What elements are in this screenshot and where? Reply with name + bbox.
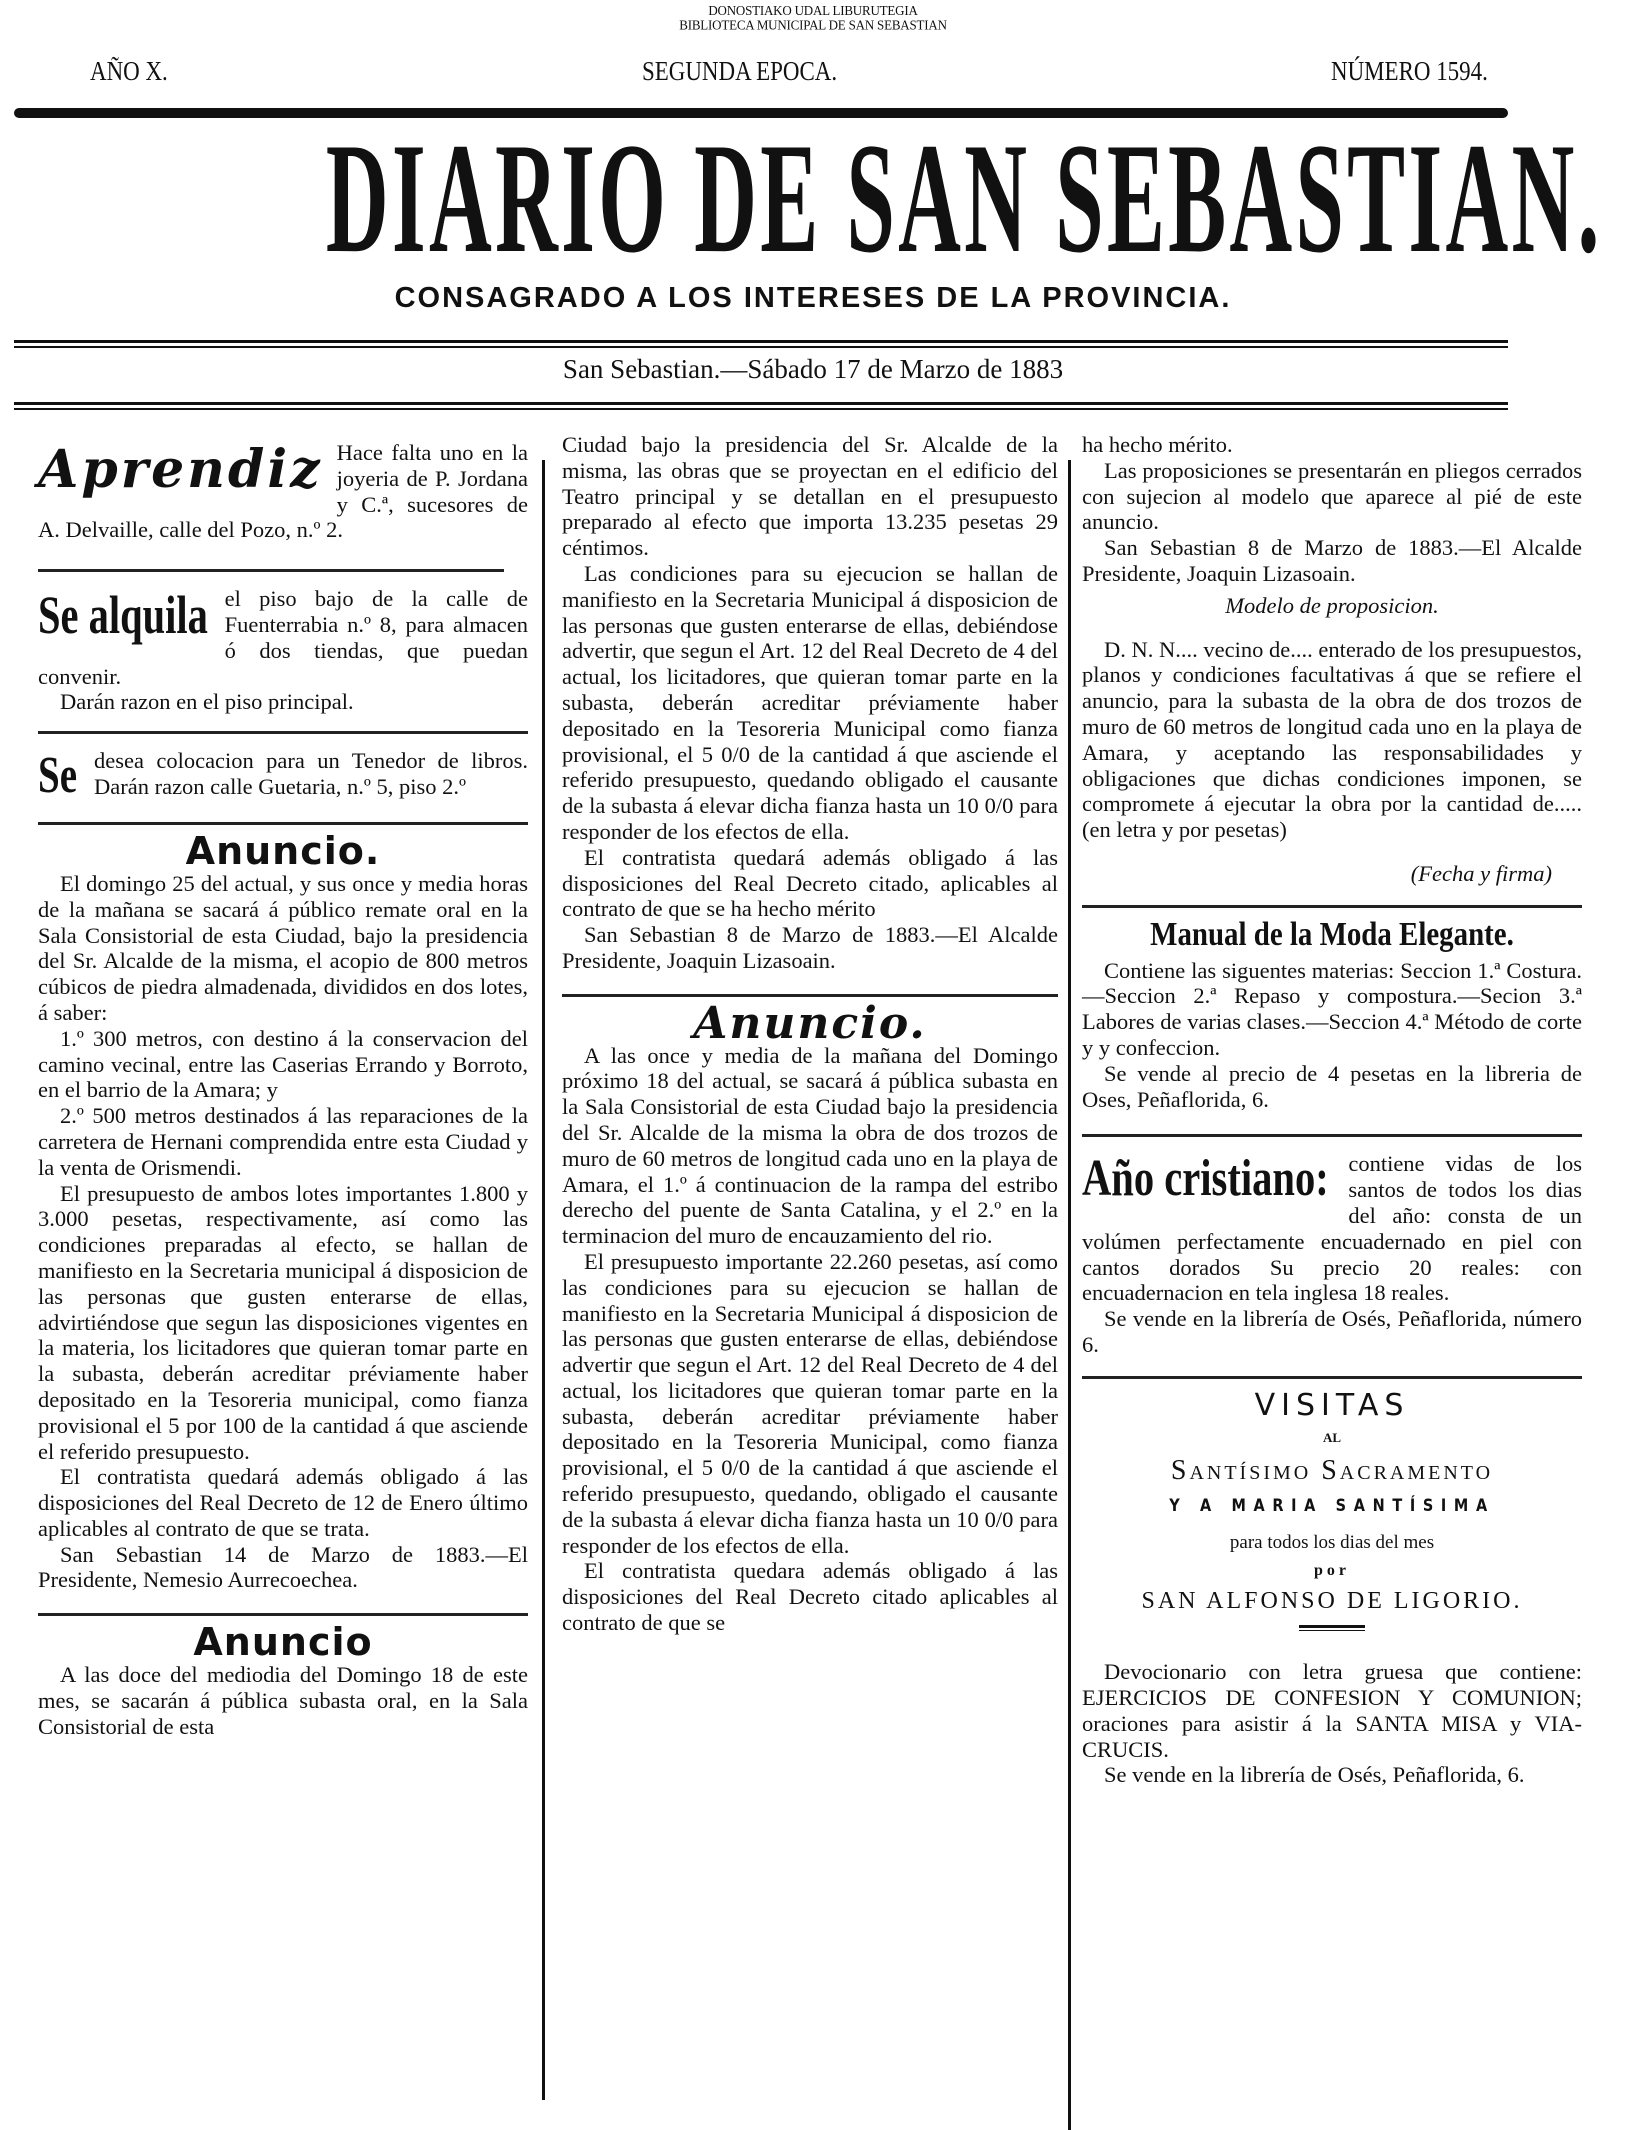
notice-anuncio-2 <box>38 1620 528 1739</box>
masthead-top-rule <box>14 108 1508 118</box>
ad-aprendiz <box>38 440 528 543</box>
notice-paragraph: A las once y media de la mañana del Domingo próximo 18 del actual, se sacará á pública subasta en la Sala Consistorial de esta Ciudad bajo la presidencia del Sr. Alcalde de la misma la obra de dos trozos de muro de 60 metros de longitud cada uno en la playa de Amara, el 1.º á continuacion de la rampa del estribo derecho del puente de Santa Catalina, y el 2.º en la terminacion del muro de encauzamiento del rio. <box>562 1042 1058 1249</box>
divider <box>38 822 528 825</box>
notice-paragraph: A las doce del mediodia del Domingo 18 de este mes, se sacarán á pública subasta oral, en la Sala Consistorial de esta <box>38 1662 528 1739</box>
ad-tenedor-lead: Se <box>38 747 77 805</box>
notice-paragraph: 2.º 500 metros destinados á las reparaciones de la carretera de Hernani comprendida entre esta Ciudad y la venta de Orismendi. <box>38 1103 528 1180</box>
divider <box>38 1613 528 1616</box>
notice-paragraph: 1.º 300 metros, con destino á la conservacion del camino vecinal, entre las Caserias Errando y Borroto, en el barrio de la Amara; y <box>38 1025 528 1103</box>
notice-heading: Anuncio. <box>693 997 927 1049</box>
issue-year: AÑO X. <box>90 56 168 86</box>
visitas-al: AL <box>1322 1429 1342 1445</box>
ad-manual-moda <box>1082 915 1582 1113</box>
continued-paragraph: ha hecho mérito. <box>1082 432 1233 457</box>
ad-alquila-body: el piso bajo de la calle de Fuenterrabia n.º 8, para almacen ó dos tiendas, que puedan convenir. <box>38 586 528 689</box>
notice-heading: Anuncio <box>193 1620 373 1665</box>
archive-stamp <box>0 3 1626 32</box>
notice-paragraph: El contratista quedará además obligado á las disposiciones del Real Decreto de 12 de Enero último aplicables al contrato de que se trata. <box>38 1464 528 1541</box>
archive-line-2: BIBLIOTECA MUNICIPAL DE SAN SEBASTIAN <box>679 16 947 33</box>
notice-paragraph: El domingo 25 del actual, y sus once y media horas de la mañana se sacará á público remate oral en la Sala Consistorial de esta Ciudad, bajo la presidencia del Sr. Alcalde de la misma, el acopio de 800 metros cúbicos de piedra almadenada, divididos en dos lotes, á saber: <box>38 870 528 1025</box>
ad-ano-body: contiene vidas de los santos de todos los dias del año: consta de un volúmen perfectamente encuadernado en piel con cantos dorados Su precio 20 reales: con encuadernacion en tela inglesa 18 reales. <box>1082 1151 1582 1306</box>
divider <box>1082 1134 1582 1137</box>
ad-manual-heading: Manual de la Moda Elegante. <box>1150 915 1514 953</box>
issue-line <box>90 56 1516 92</box>
column-1 <box>38 440 528 1739</box>
ad-manual-paragraph: Contiene las siguentes materias: Seccion 1.ª Costura.—Seccion 2.ª Repaso y compostura.—Secion 3.ª Labores de varias clases.—Seccion 4.ª Método de corte y y confeccion. <box>1082 957 1582 1060</box>
visitas-title: VISITAS <box>1254 1387 1410 1423</box>
ad-manual-paragraph: Se vende al precio de 4 pesetas en la libreria de Oses, Peñaflorida, 6. <box>1082 1060 1582 1112</box>
visitas-paragraph: Devocionario con letra gruesa que contiene: EJERCICIOS DE CONFESION Y COMUNION; oraciones para asistir á la SANTA MISA y VIA-CRUCIS. <box>1082 1659 1582 1762</box>
ad-tenedor <box>38 747 528 805</box>
ad-alquila-lead: Se alquila <box>38 585 208 646</box>
divider <box>38 731 528 734</box>
notice-signature: San Sebastian 14 de Marzo de 1883.—El Presidente, Nemesio Aurrecoechea. <box>38 1541 528 1593</box>
column-divider-1 <box>542 460 545 2100</box>
ad-se-alquila <box>38 586 528 715</box>
ad-aprendiz-body: Hace falta uno en la joyeria de P. Jordana y C.ª, sucesores de A. Delvaille, calle del Pozo, n.º 2. <box>38 440 528 543</box>
visitas-santisimo: Santísimo Sacramento <box>1170 1455 1494 1487</box>
ad-visitas <box>1082 1387 1582 1789</box>
ad-aprendiz-lead: Aprendiz <box>38 439 323 500</box>
modelo-heading: Modelo de proposicion. <box>1225 592 1439 618</box>
continued-paragraph: Ciudad bajo la presidencia del Sr. Alcalde de la misma, las obras que se proyectan en el edificio del Teatro principal y se detallan en el presupuesto preparado al efecto que importa 13.235 pesetas 29 céntimos. <box>562 432 1058 561</box>
visitas-maria: Y A MARIA SANTÍSIMA <box>1169 1496 1495 1517</box>
dateline-rule <box>14 402 1508 410</box>
dateline: San Sebastian.—Sábado 17 de Marzo de 1883 <box>562 354 1064 384</box>
fecha-firma: (Fecha y firma) <box>1410 860 1552 886</box>
masthead <box>0 120 1626 280</box>
modelo-body: D. N. N.... vecino de.... enterado de los presupuestos, planos y condiciones facultativas á que se refiere el anuncio, para la subasta de la obra de dos trozos de muro de 60 metros de longitud cada uno en la playa de Amara, y aceptando las responsabilidades y obligaciones que dichas condiciones imponen, se compromete á ejecutar la obra por la cantidad de..... (en letra y por pesetas) <box>1082 636 1583 843</box>
notice-paragraph: El presupuesto de ambos lotes importantes 1.800 y 3.000 pesetas, respectivamente, así como las condiciones preparadas al efecto, se hallan de manifiesto en la Secretaria municipal á disposicion de las personas que gusten enterarse de ellas, advirtiéndose que segun las disposiciones vigentes en la materia, los licitadores que quieran tomar parte en la subasta, deberán acreditar préviamente haber depositado en la Tesoreria municipal, como fianza provisional el 5 por 100 de la cantidad á que asciende el referido presupuesto. <box>38 1180 528 1464</box>
continued-signature: San Sebastian 8 de Marzo de 1883.—El Alcalde Presidente, Joaquin Lizasoain. <box>562 922 1058 973</box>
visitas-author: SAN ALFONSO DE LIGORIO. <box>1141 1588 1523 1615</box>
ad-ano-lead: Año cristiano: <box>1082 1150 1329 1208</box>
continued-paragraph: Las condiciones para su ejecucion se hallan de manifiesto en la Secretaria Municipal á disposicion de las personas que gusten enterarse de ellas, debiéndose advertir, que segun el Art. 12 del Real Decreto de 4 del actual, los licitadores, que quieran tomar parte en la subasta, deberán acreditar préviamente haber depositado en la Tesoreria Municipal como fianza provisional, el 5 0/0 de la cantidad á que asciende el referido presupuesto, quedando obligado el causante de la subasta á elevar dicha fianza hasta un 10 0/0 para responder de los efectos de ella. <box>562 560 1058 844</box>
continued-paragraph: El contratista quedará además obligado á las disposiciones del Real Decreto citado, aplicables al contrato de que se ha hecho mérito <box>562 844 1058 922</box>
newspaper-title: DIARIO DE SAN SEBASTIAN. <box>325 120 1603 280</box>
short-divider <box>1299 1625 1365 1631</box>
masthead-bottom-rule <box>14 340 1508 348</box>
ad-tenedor-body: desea colocacion para un Tenedor de libros. Darán razon calle Guetaria, n.º 5, piso 2.º <box>94 748 528 799</box>
visitas-paragraph: Se vende en la librería de Osés, Peñaflorida, 6. <box>1104 1762 1525 1788</box>
issue-epoch: SEGUNDA EPOCA. <box>641 56 837 86</box>
ad-ano-note: Se vende en la librería de Osés, Peñaflorida, número 6. <box>1082 1306 1582 1357</box>
column-2 <box>562 432 1058 1636</box>
archive-line-1: DONOSTIAKO UDAL LIBURUTEGIA <box>708 2 918 19</box>
divider <box>38 569 504 572</box>
column-3 <box>1082 432 1582 1788</box>
divider <box>1082 905 1582 908</box>
issue-number: NÚMERO 1594. <box>1331 56 1489 86</box>
notice-anuncio-3 <box>562 997 1058 1636</box>
column-divider-2 <box>1068 460 1071 2130</box>
masthead-subtitle: CONSAGRADO A LOS INTERESES DE LA PROVINCIA. <box>394 282 1232 314</box>
notice-paragraph: El presupuesto importante 22.260 pesetas, así como las condiciones para su ejecucion se hallan de manifiesto en la Secretaria Municipal á disposicion de las personas que gusten enterarse de ellas, debiéndose advertir que segun el Art. 12 del Real Decreto de 4 del actual, los licitadores que quieran tomar parte en la subasta, deberán acreditar préviamente haber depositado en la Tesoreria Municipal, como fianza provisional, el 5 0/0 de la cantidad á que asciende el referido presupuesto, quedando, obligado el causante de la subasta á elevar dicha fianza hasta un 10 0/0 para responder de los efectos de ella. <box>562 1248 1058 1558</box>
divider <box>1082 1376 1582 1379</box>
continued-paragraph: Las proposiciones se presentarán en pliegos cerrados con sujecion al modelo que aparece al pié de este anuncio. <box>1082 457 1582 535</box>
notice-paragraph: El contratista quedara además obligado á las disposiciones del Real Decreto citado aplicables al contrato de que se <box>562 1558 1058 1636</box>
divider <box>562 994 1058 997</box>
continued-signature: San Sebastian 8 de Marzo de 1883.—El Alcalde Presidente, Joaquin Lizasoain. <box>1082 535 1582 586</box>
ad-ano-cristiano <box>1082 1151 1582 1357</box>
notice-anuncio-1 <box>38 829 528 1593</box>
visitas-para: para todos los dias del mes <box>1229 1531 1435 1553</box>
visitas-por: por <box>1314 1561 1350 1579</box>
ad-alquila-note: Darán razon en el piso principal. <box>60 689 354 715</box>
notice-heading: Anuncio. <box>185 829 381 874</box>
